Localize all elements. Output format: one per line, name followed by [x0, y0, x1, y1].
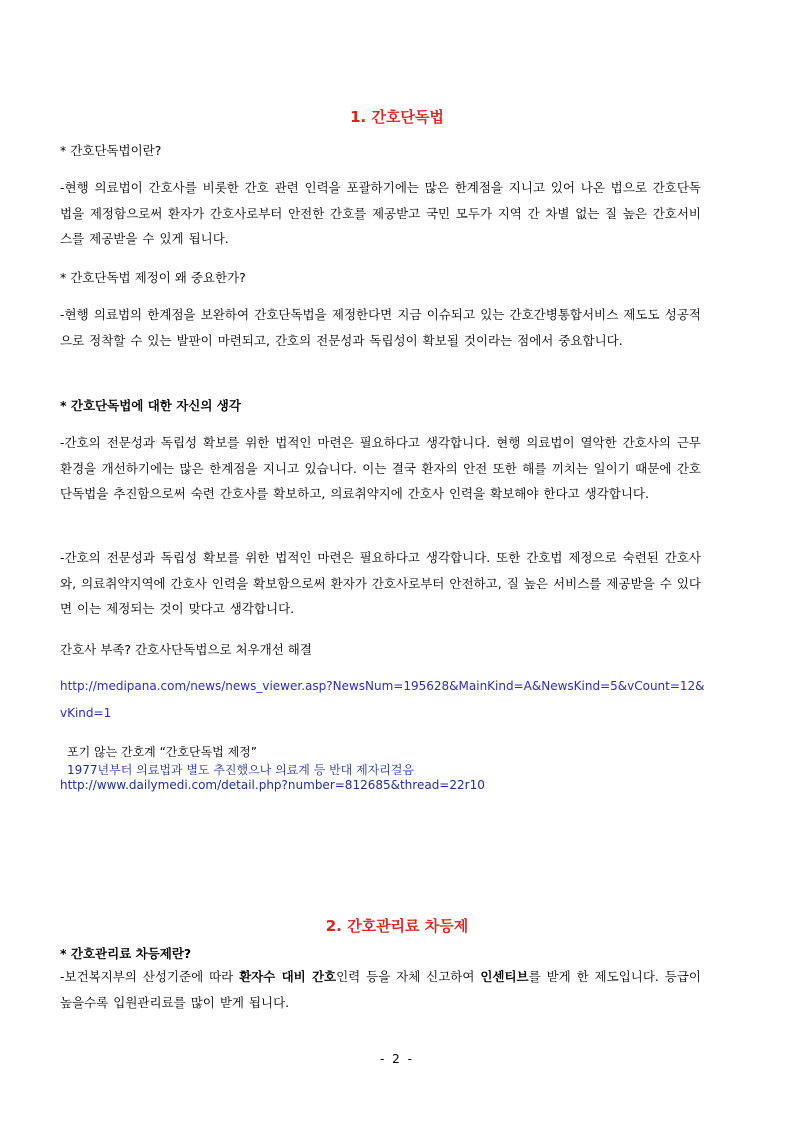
section-2-heading: 2. 간호관리료 차등제 — [325, 917, 469, 935]
paragraph-importance: -현행 의료법의 한계점을 보완하여 간호단독법을 제정한다면 지금 이슈되고 있는 간호간병통합서비스 제도도 성공적으로 정착할 수 있는 발판이 마련되고, 간호의 전문성과 독립성이 확보될 것이라는 점에서 중요합니다. — [60, 307, 701, 348]
paragraph-differential-fee — [60, 964, 701, 1015]
paragraph-part-3: 를 받게 한 제도입니다. 등급이 높을수록 입원관리료를 많이 받게 됩니다. — [60, 969, 701, 1010]
reference-2-link[interactable]: http://www.dailymedi.com/detail.php?number=812685&thread=22r10 — [60, 778, 485, 792]
question-own-opinion: * 간호단독법에 대한 자신의 생각 — [60, 398, 241, 413]
reference-1-title: 간호사 부족? 간호사단독법으로 처우개선 해결 — [60, 642, 312, 657]
question-what-is-nursing-act: * 간호단독법이란? — [60, 143, 162, 158]
paragraph-bold-2: 인센티브 — [480, 969, 529, 984]
section-1-heading: 1. 간호단독법 — [350, 108, 444, 126]
paragraph-definition: -현행 의료법이 간호사를 비롯한 간호 관련 인력을 포괄하기에는 많은 한계점을 지니고 있어 나온 법으로 간호단독법을 제정함으로써 환자가 간호사로부터 안전한 간호를 제공받고 국민 모두가 지역 간 차별 없는 질 높은 간호서비스를 제공받을 수 있게 됩니다. — [60, 180, 701, 246]
paragraph-opinion-2: -간호의 전문성과 독립성 확보를 위한 법적인 마련은 필요하다고 생각합니다. 또한 간호법 제정으로 숙련된 간호사와, 의료취약지역에 간호사 인력을 확보함으로써 환자가 간호사로부터 안전하고, 질 높은 서비스를 제공받을 수 있다면 이는 제정되는 것이 맞다고 생각합니다. — [60, 550, 701, 616]
paragraph-bold-1: 환자수 대비 간호 — [239, 969, 337, 984]
paragraph-part-2: 인력 등을 자체 신고하여 — [336, 969, 481, 984]
paragraph-opinion-1: -간호의 전문성과 독립성 확보를 위한 법적인 마련은 필요하다고 생각합니다. 현행 의료법이 열악한 간호사의 근무 환경을 개선하기에는 많은 한계점을 지니고 있습니다. 이는 결국 환자의 안전 또한 해를 끼치는 일이기 때문에 간호단독법을 추진함으로써 숙련 간호사를 확보하고, 의료취약지에 간호사 인력을 확보해야 한다고 생각합니다. — [60, 435, 701, 501]
question-differential-fee: * 간호관리료 차등제란? — [60, 946, 192, 961]
reference-1-link[interactable]: http://medipana.com/news/news_viewer.asp?NewsNum=195628&MainKind=A&NewsKind=5&vCount=12&vKind=1 — [60, 679, 705, 720]
question-why-important: * 간호단독법 제정이 왜 중요한가? — [60, 270, 246, 285]
paragraph-part-1: -보건복지부의 산성기준에 따라 — [60, 969, 240, 984]
page-number: - 2 - — [380, 1052, 414, 1066]
reference-2-subtitle: 1977년부터 의료법과 별도 추진했으나 의료계 등 반대 제자리걸음 — [67, 763, 415, 777]
reference-2-title: 포기 않는 간호계 “간호단독법 제정” — [67, 745, 257, 759]
